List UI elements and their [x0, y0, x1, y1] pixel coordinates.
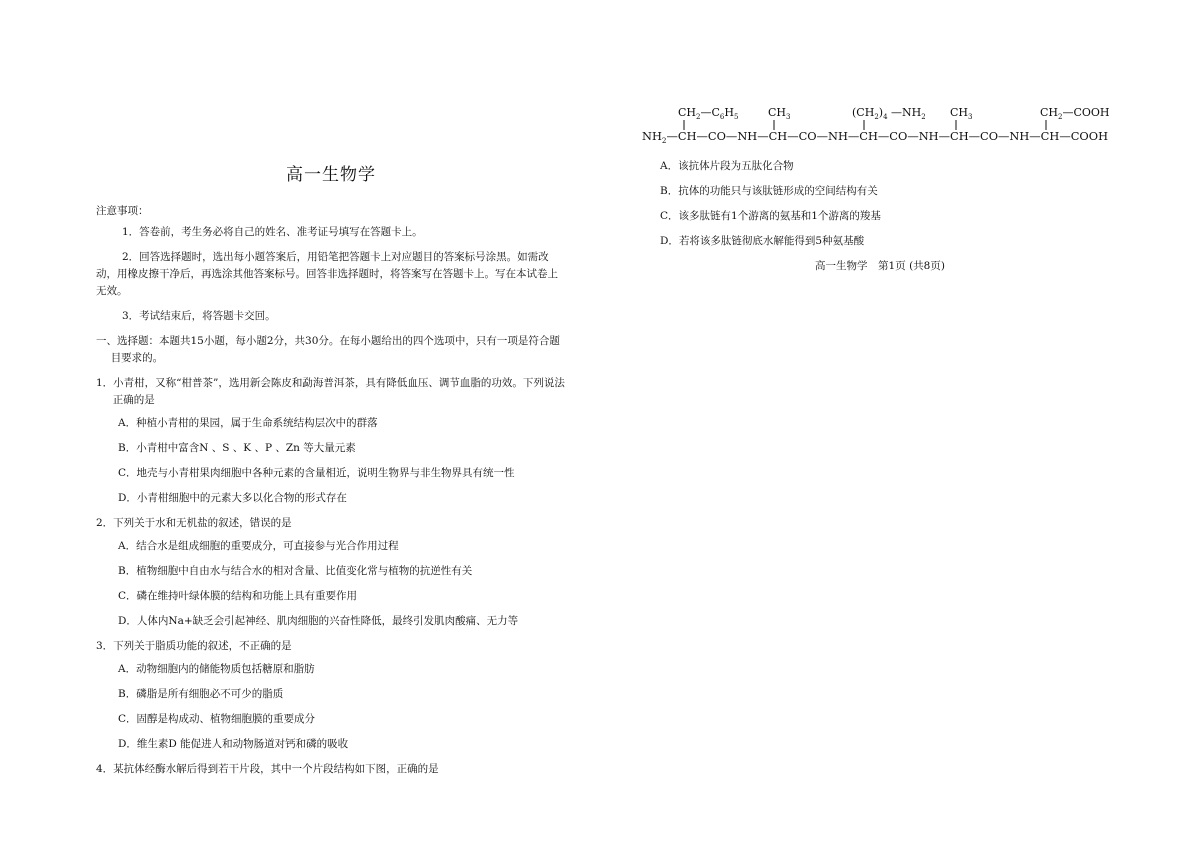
right-column: [640, 100, 1120, 273]
option-a: A．该抗体片段为五肽化合物: [660, 160, 794, 172]
peptide-structure-diagram: [640, 100, 1120, 148]
question-stem: 2．下列关于水和无机盐的叙述，错误的是: [96, 517, 292, 529]
option-d: D．小青柑细胞中的元素大多以化合物的形式存在: [118, 492, 347, 504]
notice-item: 1．答卷前，考生务必将自己的姓名、准考证号填写在答题卡上。: [122, 226, 423, 238]
option-c: C．地壳与小青柑果肉细胞中各种元素的含量相近，说明生物界与非生物界具有统一性: [118, 467, 515, 479]
option-c: C．固醇是构成动、植物细胞膜的重要成分: [118, 713, 316, 725]
left-column: [96, 160, 566, 784]
option-c: C．该多肽链有1个游离的氨基和1个游离的羧基: [660, 210, 881, 222]
substituent-carboxymethyl: $CH_2—COOH$: [1040, 106, 1110, 121]
question-stem: 4．某抗体经酶水解后得到若干片段，其中一个片段结构如下图，正确的是: [96, 763, 439, 775]
option-d: D．若将该多肽链彻底水解能得到5种氨基酸: [660, 235, 865, 247]
substituent-methyl: $CH_3$: [768, 106, 791, 121]
option-a: A．种植小青柑的果园，属于生命系统结构层次中的群落: [118, 417, 378, 429]
notice-item: 2．回答选择题时，选出每小题答案后，用铅笔把答题卡上对应题目的答案标号涂黑。如需改动，用橡皮擦干净后，再选涂其他答案标号。回答非选择题时，将答案写在答题卡上。写在本试卷上无效。: [96, 251, 558, 297]
substituent-aminobutyl: $(CH_2)_4$ $—NH_2$: [852, 106, 926, 121]
option-d: D．维生素D 能促进人和动物肠道对钙和磷的吸收: [118, 738, 349, 750]
page-footer: 高一生物学 第1页 (共8页): [815, 260, 945, 272]
substituent-methyl: $CH_3$: [950, 106, 973, 121]
option-b: B．小青柑中富含N 、S 、K 、P 、Zn 等大量元素: [118, 442, 356, 454]
option-c: C．磷在维持叶绿体膜的结构和功能上具有重要作用: [118, 590, 358, 602]
peptide-main-chain: $NH_2—CH—CO—NH—CH—CO—NH—CH—CO—NH—CH—CO—NH—CH—COOH$: [642, 130, 1094, 145]
question-stem: 3．下列关于脂质功能的叙述，不正确的是: [96, 640, 292, 652]
option-b: B．磷脂是所有细胞必不可少的脂质: [118, 688, 284, 700]
option-a: A．结合水是组成细胞的重要成分，可直接参与光合作用过程: [118, 540, 399, 552]
substituent-benzyl: $CH_2—C_6H_5$: [678, 106, 739, 121]
option-d: D．人体内Na+缺乏会引起神经、肌肉细胞的兴奋性降低，最终引发肌肉酸痛、无力等: [118, 615, 519, 627]
option-b: B．抗体的功能只与该肽链形成的空间结构有关: [660, 185, 878, 197]
option-a: A．动物细胞内的储能物质包括糖原和脂肪: [118, 663, 315, 675]
notice-item: 3．考试结束后，将答题卡交回。: [122, 310, 276, 322]
notice-heading: 注意事项：: [96, 205, 149, 217]
page-title: 高一生物学: [286, 165, 376, 185]
section-heading: 一、选择题：本题共15小题，每小题2分，共30分。在每小题给出的四个选项中，只有一项是符合题目要求的。: [96, 335, 560, 364]
question-stem: 1．小青柑，又称“柑普茶”，选用新会陈皮和勐海普洱茶，具有降低血压、调节血脂的功效。下列说法正确的是: [96, 377, 565, 406]
option-b: B．植物细胞中自由水与结合水的相对含量、比值变化常与植物的抗逆性有关: [118, 565, 473, 577]
